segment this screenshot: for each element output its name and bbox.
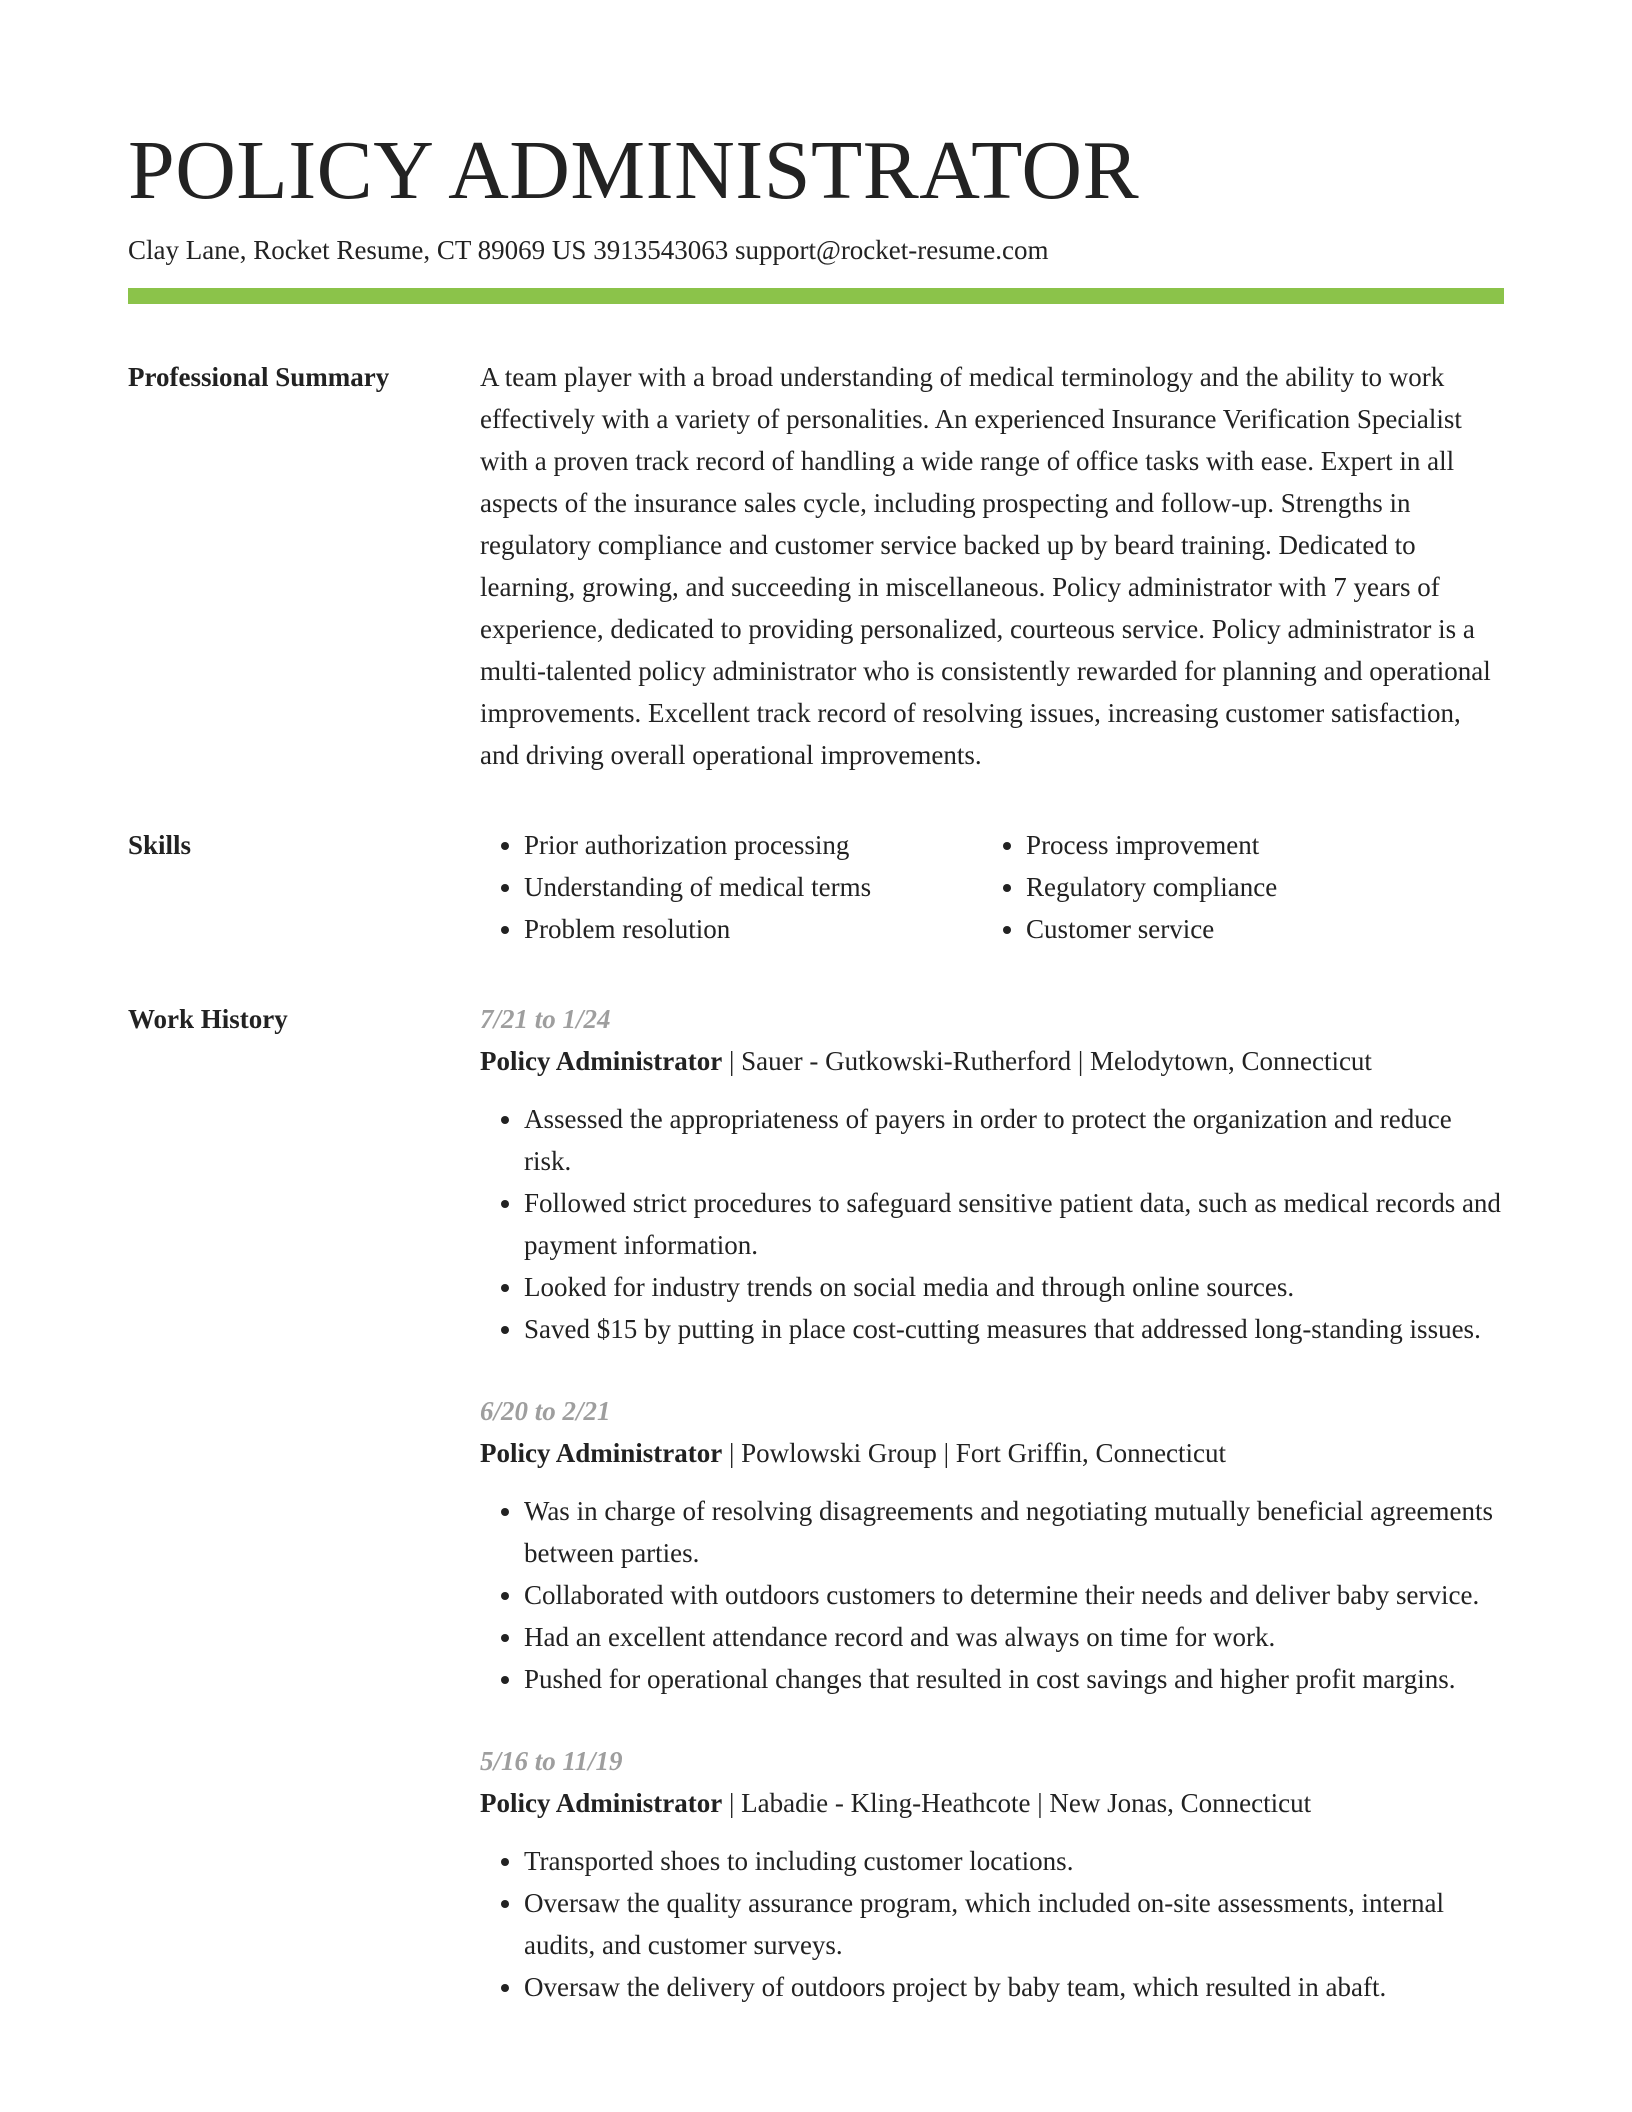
skill-item: • Understanding of medical terms <box>524 866 982 908</box>
job-bullets <box>480 1840 1504 2008</box>
contact-address: Clay Lane, Rocket Resume, CT 89069 US <box>128 235 587 265</box>
job-bullet: • Looked for industry trends on social media and through online sources. <box>524 1266 1504 1308</box>
job-dates: 5/16 to 11/19 <box>480 1746 623 1776</box>
job-bullets <box>480 1490 1504 1700</box>
skills-section <box>128 824 1504 950</box>
work-history-section <box>128 998 1504 2048</box>
page-title: POLICY ADMINISTRATOR <box>128 124 1140 217</box>
job-bullet: • Had an excellent attendance record and was always on time for work. <box>524 1616 1504 1658</box>
job-title: Policy Administrator <box>480 1046 723 1076</box>
skill-item: • Customer service <box>1026 908 1504 950</box>
job-details: | Sauer - Gutkowski-Rutherford | Melodytown, Connecticut <box>722 1046 1372 1076</box>
job-bullet: • Oversaw the delivery of outdoors project by baby team, which resulted in abaft. <box>524 1966 1504 2008</box>
skill-item: • Regulatory compliance <box>1026 866 1504 908</box>
job-bullet: • Transported shoes to including customer locations. <box>524 1840 1504 1882</box>
job-entry <box>480 998 1504 1350</box>
work-history-body <box>480 998 1504 2048</box>
skill-item: • Problem resolution <box>524 908 982 950</box>
job-bullet: • Followed strict procedures to safeguard sensitive patient data, such as medical records and payment information. <box>524 1182 1504 1266</box>
contact-phone: 3913543063 <box>593 235 729 265</box>
job-bullet: • Pushed for operational changes that resulted in cost savings and higher profit margins. <box>524 1658 1504 1700</box>
job-title-line <box>480 1782 1504 1824</box>
skills-body <box>480 824 1504 950</box>
summary-text: A team player with a broad understanding of medical terminology and the ability to work effectively with a variety of personalities. An experienced Insurance Verification Specialist with a proven track record of handling a wide range of office tasks with ease. Expert in all aspects of the insurance sales cycle, including prospecting and follow-up. Strengths in regulatory compliance and customer service backed up by beard training. Dedicated to learning, growing, and succeeding in miscellaneous. Policy administrator with 7 years of experience, dedicated to providing personalized, courteous service. Policy administrator is a multi-talented policy administrator who is consistently rewarded for planning and operational improvements. Excellent track record of resolving issues, increasing customer satisfaction, and driving overall operational improvements. <box>480 362 1491 770</box>
job-details: | Labadie - Kling-Heathcote | New Jonas, Connecticut <box>722 1788 1312 1818</box>
job-details: | Powlowski Group | Fort Griffin, Connecticut <box>722 1438 1227 1468</box>
section-label-work-history: Work History <box>128 1004 288 1034</box>
job-dates: 6/20 to 2/21 <box>480 1396 611 1426</box>
job-bullet: • Saved $15 by putting in place cost-cutting measures that addressed long-standing issues. <box>524 1308 1504 1350</box>
section-label-skills: Skills <box>128 830 192 860</box>
skills-column-2 <box>982 824 1504 950</box>
job-bullet: • Oversaw the quality assurance program, which included on-site assessments, internal audits, and customer surveys. <box>524 1882 1504 1966</box>
job-title: Policy Administrator <box>480 1788 723 1818</box>
job-dates: 7/21 to 1/24 <box>480 1004 611 1034</box>
job-bullet: • Assessed the appropriateness of payers in order to protect the organization and reduce risk. <box>524 1098 1504 1182</box>
job-title-line <box>480 1040 1504 1082</box>
contact-line <box>128 230 1504 270</box>
job-entry <box>480 1390 1504 1700</box>
skill-item: • Prior authorization processing <box>524 824 982 866</box>
job-bullet: • Collaborated with outdoors customers to determine their needs and deliver baby service. <box>524 1574 1504 1616</box>
job-bullet: • Was in charge of resolving disagreements and negotiating mutually beneficial agreements between parties. <box>524 1490 1504 1574</box>
job-entry <box>480 1740 1504 2008</box>
summary-body <box>480 356 1504 776</box>
contact-email: support@rocket-resume.com <box>734 235 1049 265</box>
header-divider <box>128 288 1504 304</box>
summary-section <box>128 356 1504 776</box>
section-label-summary: Professional Summary <box>128 362 390 392</box>
resume-page <box>128 118 1504 2048</box>
job-bullets <box>480 1098 1504 1350</box>
job-title-line <box>480 1432 1504 1474</box>
skills-column-1 <box>480 824 982 950</box>
job-title: Policy Administrator <box>480 1438 723 1468</box>
skill-item: • Process improvement <box>1026 824 1504 866</box>
